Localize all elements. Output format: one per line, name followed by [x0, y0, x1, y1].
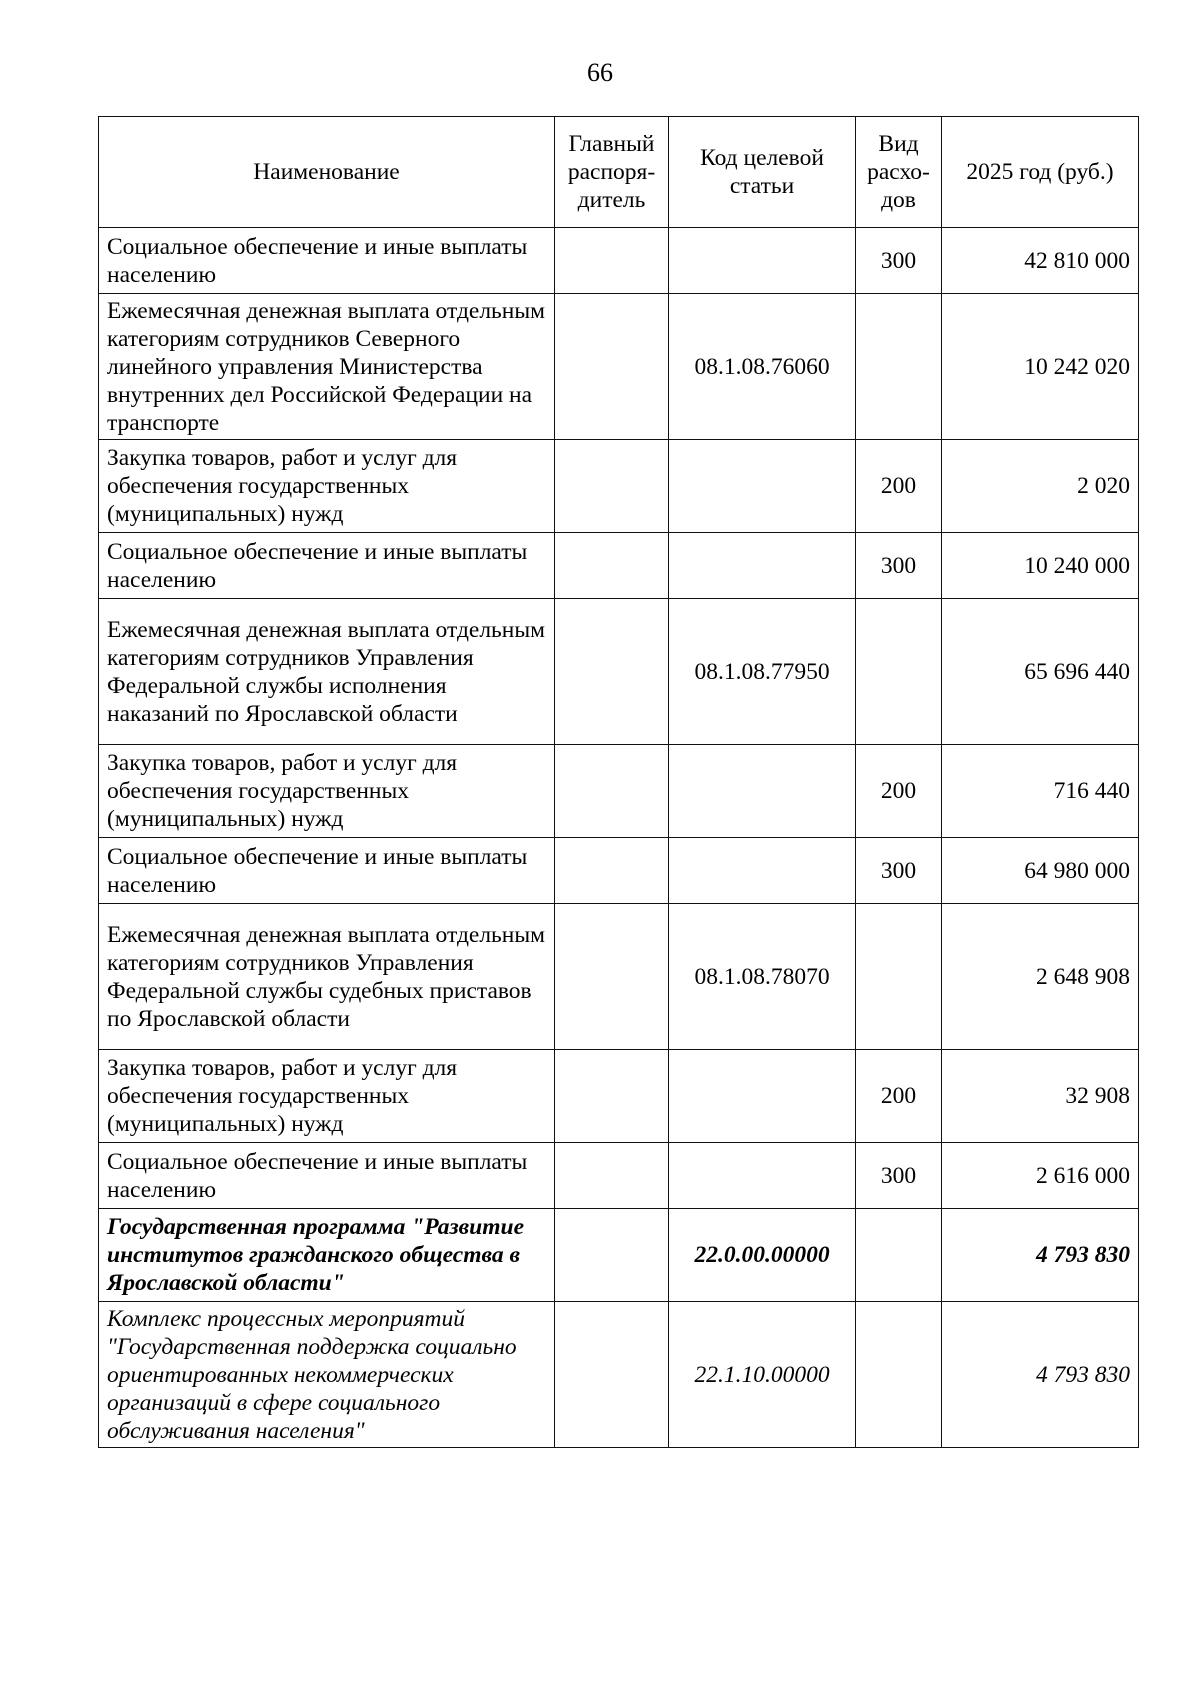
cell-type [856, 294, 942, 440]
cell-code [669, 1143, 856, 1209]
cell-code: 22.0.00.00000 [669, 1209, 856, 1302]
cell-admin [555, 1209, 669, 1302]
cell-sum: 716 440 [942, 745, 1139, 838]
cell-sum: 2 648 908 [942, 904, 1139, 1050]
table-row [99, 1143, 1139, 1209]
cell-sum: 65 696 440 [942, 599, 1139, 745]
cell-type: 200 [856, 1050, 942, 1143]
table-row [99, 1209, 1139, 1302]
cell-admin [555, 533, 669, 599]
cell-sum: 64 980 000 [942, 838, 1139, 904]
cell-type: 300 [856, 1143, 942, 1209]
cell-sum: 2 616 000 [942, 1143, 1139, 1209]
cell-admin [555, 228, 669, 294]
cell-type [856, 599, 942, 745]
cell-type [856, 1302, 942, 1448]
cell-code [669, 228, 856, 294]
cell-name: Социальное обеспечение и иные выплаты населению [99, 838, 555, 904]
cell-type: 300 [856, 838, 942, 904]
cell-name: Ежемесячная денежная выплата отдельным категориям сотрудников Управления Федеральной службы судебных приставов по Ярославской области [99, 904, 555, 1050]
table-row [99, 294, 1139, 440]
cell-sum: 4 793 830 [942, 1302, 1139, 1448]
cell-admin [555, 1050, 669, 1143]
cell-type: 200 [856, 745, 942, 838]
table-row [99, 745, 1139, 838]
table-body [99, 228, 1139, 1448]
table-row [99, 599, 1139, 745]
cell-sum: 4 793 830 [942, 1209, 1139, 1302]
cell-name: Закупка товаров, работ и услуг для обеспечения государственных (муниципальных) нужд [99, 1050, 555, 1143]
cell-admin [555, 1302, 669, 1448]
cell-code: 22.1.10.00000 [669, 1302, 856, 1448]
header-name: Наименование [99, 117, 555, 228]
cell-admin [555, 1143, 669, 1209]
cell-name: Социальное обеспечение и иные выплаты населению [99, 1143, 555, 1209]
table-row [99, 1302, 1139, 1448]
cell-code [669, 440, 856, 533]
cell-sum: 2 020 [942, 440, 1139, 533]
table-row [99, 838, 1139, 904]
cell-code: 08.1.08.78070 [669, 904, 856, 1050]
cell-code: 08.1.08.77950 [669, 599, 856, 745]
budget-table [98, 116, 1139, 1448]
cell-type: 300 [856, 533, 942, 599]
header-admin: Главный распоря-дитель [555, 117, 669, 228]
cell-admin [555, 904, 669, 1050]
header-code: Код целевой статьи [669, 117, 856, 228]
cell-name: Государственная программа "Развитие институтов гражданского общества в Ярославской области" [99, 1209, 555, 1302]
cell-code [669, 1050, 856, 1143]
cell-sum: 10 242 020 [942, 294, 1139, 440]
cell-name: Закупка товаров, работ и услуг для обеспечения государственных (муниципальных) нужд [99, 440, 555, 533]
cell-code: 08.1.08.76060 [669, 294, 856, 440]
header-sum: 2025 год (руб.) [942, 117, 1139, 228]
cell-sum: 32 908 [942, 1050, 1139, 1143]
cell-type [856, 904, 942, 1050]
cell-code [669, 745, 856, 838]
table-row [99, 533, 1139, 599]
cell-admin [555, 440, 669, 533]
cell-type: 300 [856, 228, 942, 294]
table-row [99, 440, 1139, 533]
table-row [99, 228, 1139, 294]
cell-admin [555, 745, 669, 838]
table-header-row [99, 117, 1139, 228]
cell-sum: 10 240 000 [942, 533, 1139, 599]
table-row [99, 1050, 1139, 1143]
cell-name: Комплекс процессных мероприятий "Государственная поддержка социально ориентированных некоммерческих организаций в сфере социального обслуживания населения" [99, 1302, 555, 1448]
cell-name: Ежемесячная денежная выплата отдельным категориям сотрудников Северного линейного управления Министерства внутренних дел Российской Федерации на транспорте [99, 294, 555, 440]
header-type: Вид расхо-дов [856, 117, 942, 228]
page-number: 66 [587, 58, 613, 87]
cell-code [669, 838, 856, 904]
cell-name: Ежемесячная денежная выплата отдельным категориям сотрудников Управления Федеральной службы исполнения наказаний по Ярославской области [99, 599, 555, 745]
cell-admin [555, 599, 669, 745]
cell-name: Социальное обеспечение и иные выплаты населению [99, 228, 555, 294]
cell-admin [555, 838, 669, 904]
table-row [99, 904, 1139, 1050]
cell-admin [555, 294, 669, 440]
cell-name: Социальное обеспечение и иные выплаты населению [99, 533, 555, 599]
cell-type: 200 [856, 440, 942, 533]
cell-name: Закупка товаров, работ и услуг для обеспечения государственных (муниципальных) нужд [99, 745, 555, 838]
cell-code [669, 533, 856, 599]
cell-sum: 42 810 000 [942, 228, 1139, 294]
cell-type [856, 1209, 942, 1302]
